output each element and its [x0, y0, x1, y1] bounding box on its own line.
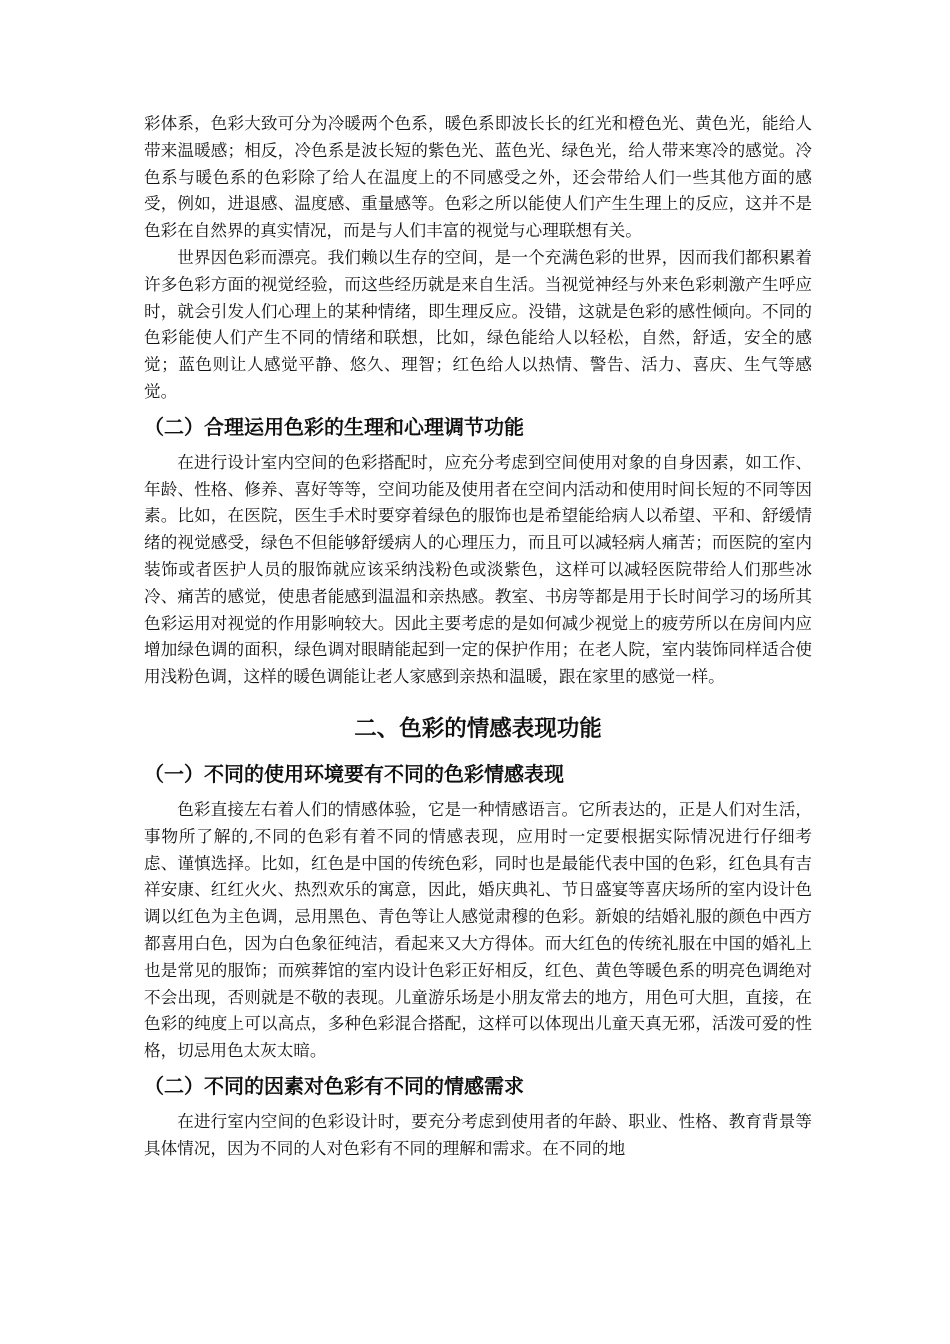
body-paragraph-emotional-needs: 在进行室内空间的色彩设计时，要充分考虑到使用者的年龄、职业、性格、教育背景等具体情况，因为不同的人对色彩有不同的理解和需求。在不同的地	[144, 1111, 812, 1158]
document-body	[144, 111, 812, 1163]
intro-paragraph-continued: 彩体系，色彩大致可分为冷暖两个色系，暖色系即波长长的红光和橙色光、黄色光，能给人带来温暖感；相反，冷色系是波长短的紫色光、蓝色光、绿色光，给人带来寒冷的感觉。冷色系与暖色系的色彩除了给人在温度上的不同感受之外，还会带给人们一些其他方面的感受，例如，进退感、温度感、重量感等。色彩之所以能使人们产生生理上的反应，这并不是色彩在自然界的真实情况，而是与人们丰富的视觉与心理联想有关。	[144, 114, 812, 241]
section-heading-usage-environment: （一）不同的使用环境要有不同的色彩情感表现	[144, 761, 564, 786]
body-paragraph-physiological-regulation: 在进行设计室内空间的色彩搭配时，应充分考虑到空间使用对象的自身因素，如工作、年龄、性格、修养、喜好等等，空间功能及使用者在空间内活动和使用时间长短的不同等因素。比如，在医院，医生手术时要穿着绿色的服饰也是希望能给病人以希望、平和、舒缓情绪的视觉感受，绿色不但能够舒缓病人的心理压力，而且可以减轻病人痛苦；而医院的室内装饰或者医护人员的服饰就应该采纳浅粉色或淡紫色，这样可以减轻医院带给人们那些冰冷、痛苦的感觉，使患者能感到温温和亲热感。教室、书房等都是用于长时间学习的场所其色彩运用对视觉的作用影响较大。因此主要考虑的是如何减少视觉上的疲劳所以在房间内应增加绿色调的面积，绿色调对眼睛能起到一定的保护作用；在老人院，室内装饰同样适合使用浅粉色调，这样的暖色调能让老人家感到亲热和温暖，跟在家里的感觉一样。	[144, 452, 812, 687]
body-paragraph-usage-environment: 色彩直接左右着人们的情感体验，它是一种情感语言。它所表达的，正是人们对生活，事物所了解的,不同的色彩有着不同的情感表现，应用时一定要根据实际情况进行仔细考虑、谨慎选择。比如，红色是中国的传统色彩，同时也是最能代表中国的色彩，红色具有吉祥安康、红红火火、热烈欢乐的寓意，因此，婚庆典礼、节日盛宴等喜庆场所的室内设计色调以红色为主色调，忌用黑色、青色等让人感觉肃穆的色彩。新娘的结婚礼服的颜色中西方都喜用白色，因为白色象征纯洁，看起来又大方得体。而大红色的传统礼服在中国的婚礼上也是常见的服饰；而殡葬馆的室内设计色彩正好相反，红色、黄色等暖色系的明亮色调绝对不会出现，否则就是不敬的表现。儿童游乐场是小朋友常去的地方，用色可大胆，直接，在色彩的纯度上可以高点，多种色彩混合搭配，这样可以体现出儿童天真无邪，活泼可爱的性格，切忌用色太灰太暗。	[144, 799, 812, 1061]
intro-paragraph: 世界因色彩而漂亮。我们赖以生存的空间，是一个充满色彩的世界，因而我们都积累着许多色彩方面的视觉经验，而这些经历就是来自生活。当视觉神经与外来色彩刺激产生呼应时，就会引发人们心理上的某种情绪，即生理反应。没错，这就是色彩的感性倾向。不同的色彩能使人们产生不同的情绪和联想，比如，绿色能给人以轻松，自然，舒适，安全的感觉；蓝色则让人感觉平静、悠久、理智；红色给人以热情、警告、活力、喜庆、生气等感觉。	[144, 247, 812, 401]
section-heading-emotional-needs: （二）不同的因素对色彩有不同的情感需求	[144, 1073, 524, 1098]
section-heading-physiological-regulation: （二）合理运用色彩的生理和心理调节功能	[144, 414, 524, 439]
chapter-heading-emotional-expression: 二、色彩的情感表现功能	[354, 715, 602, 742]
